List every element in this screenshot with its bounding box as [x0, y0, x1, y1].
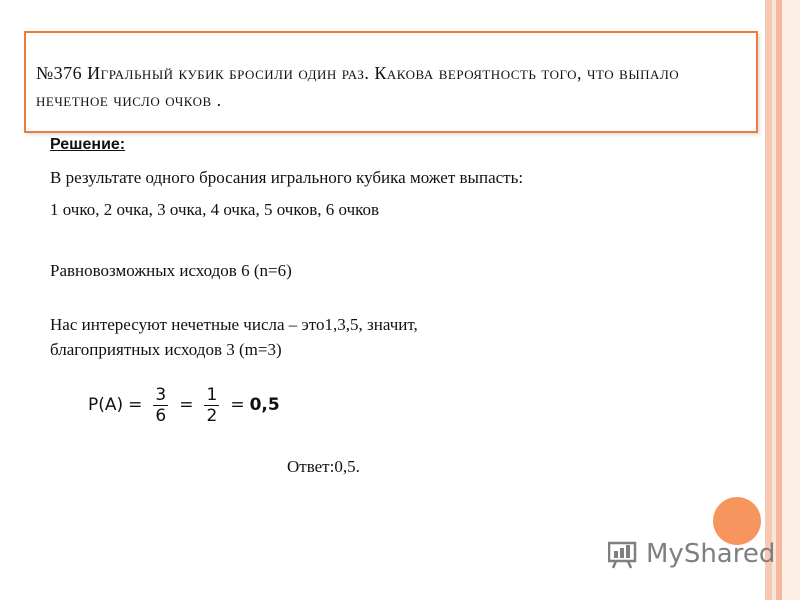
- solution-line-1: В результате одного бросания игрального кубика может выпасть:: [50, 168, 524, 187]
- watermark: [608, 537, 775, 571]
- formula-equals-2: =: [179, 395, 194, 415]
- solution-heading: Решение:: [50, 136, 126, 153]
- solution-line-2: 1 очко, 2 очка, 3 очка, 4 очка, 5 очков, 6 очков: [50, 200, 380, 219]
- formula-result: 0,5: [249, 395, 280, 415]
- probability-formula: [88, 378, 280, 432]
- fraction-1-2: [204, 385, 219, 426]
- formula-equals-3: =: [230, 395, 245, 415]
- decor-stripe-1: [765, 0, 772, 600]
- decor-stripe-4: [782, 0, 800, 600]
- slide-title: №376 Игральный кубик бросили один раз. Какова вероятность того, что выпало нечетное число очков .: [36, 63, 680, 110]
- fraction-2-denominator: 2: [206, 405, 218, 426]
- solution-line-4: Нас интересуют нечетные числа – это1,3,5, значит,: [50, 315, 418, 334]
- formula-lhs: P(A): [88, 395, 124, 415]
- fraction-1-numerator: 3: [155, 384, 167, 405]
- formula-equals-1: =: [128, 395, 143, 415]
- solution-line-5: благоприятных исходов 3 (m=3): [50, 340, 282, 359]
- fraction-2-numerator: 1: [206, 384, 218, 405]
- title-box: [24, 31, 758, 133]
- fraction-1-denominator: 6: [155, 405, 167, 426]
- solution-line-3: Равновозможных исходов 6 (n=6): [50, 261, 292, 280]
- fraction-3-6: [153, 385, 168, 426]
- watermark-text: MyShared: [646, 539, 776, 569]
- myshared-logo-icon: [608, 539, 640, 569]
- answer: Ответ:0,5.: [287, 457, 360, 476]
